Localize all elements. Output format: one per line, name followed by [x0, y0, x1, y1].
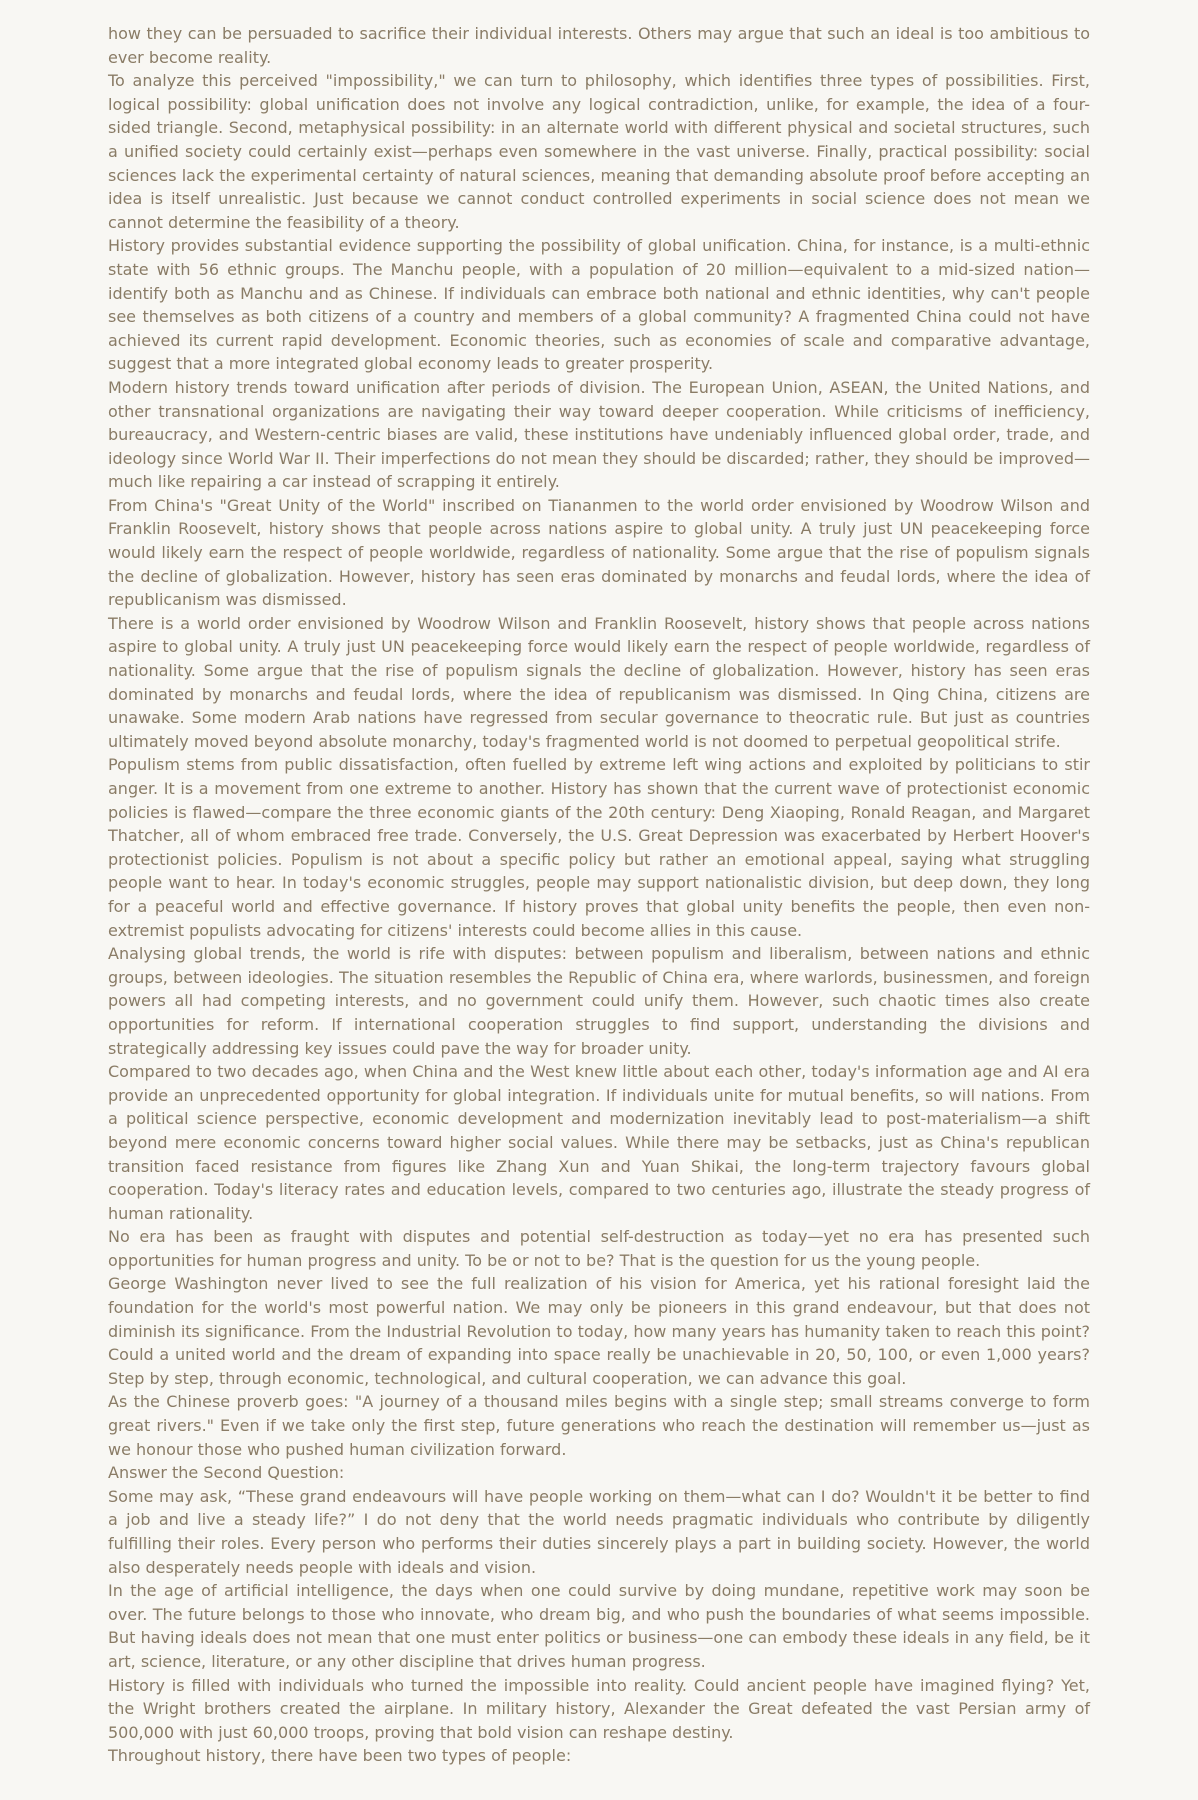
- section-heading: Answer the Second Question:: [108, 1463, 345, 1483]
- paragraph: There is a world order envisioned by Woodrow Wilson and Franklin Roosevelt, history shows that people across nations aspire to global unity. A truly just UN peacekeeping force would likely earn the respect of people worldwide, regardless of nationality. Some argue that the rise of populism signals the decline of globalization. However, history has seen eras dominated by monarchs and feudal lords, where the idea of republicanism was dismissed. In Qing China, citizens are unawake. Some modern Arab nations have regressed from secular governance to theocratic rule. But just as countries ultimately moved beyond absolute monarchy, today's fragmented world is not doomed to perpetual geopolitical strife.: [108, 613, 1090, 751]
- paragraph: how they can be persuaded to sacrifice their individual interests. Others may argue that such an ideal is too ambitious to ever become reality.: [108, 24, 1090, 67]
- document-body: [108, 22, 1090, 1768]
- paragraph: History is filled with individuals who turned the impossible into reality. Could ancient people have imagined flying? Yet, the Wright brothers created the airplane. In military history, Alexander the Great defeated the vast Persian army of 500,000 with just 60,000 troops, proving that bold vision can reshape destiny.: [108, 1675, 1090, 1742]
- paragraph: Modern history trends toward unification after periods of division. The European Union, ASEAN, the United Nations, and other transnational organizations are navigating their way toward deeper cooperation. While criticisms of inefficiency, bureaucracy, and Western-centric biases are valid, these institutions have undeniably influenced global order, trade, and ideology since World War II. Their imperfections do not mean they should be discarded; rather, they should be improved—much like repairing a car instead of scrapping it entirely.: [108, 377, 1090, 492]
- paragraph: From China's "Great Unity of the World" inscribed on Tiananmen to the world order envisioned by Woodrow Wilson and Franklin Roosevelt, history shows that people across nations aspire to global unity. A truly just UN peacekeeping force would likely earn the respect of people worldwide, regardless of nationality. Some argue that the rise of populism signals the decline of globalization. However, history has seen eras dominated by monarchs and feudal lords, where the idea of republicanism was dismissed.: [108, 495, 1090, 610]
- paragraph: In the age of artificial intelligence, the days when one could survive by doing mundane, repetitive work may soon be over. The future belongs to those who innovate, who dream big, and who push the boundaries of what seems impossible. But having ideals does not mean that one must enter politics or business—one can embody these ideals in any field, be it art, science, literature, or any other discipline that drives human progress.: [108, 1581, 1090, 1671]
- paragraph: No era has been as fraught with disputes and potential self-destruction as today—yet no era has presented such opportunities for human progress and unity. To be or not to be? That is the question for us the young people.: [108, 1227, 1090, 1270]
- paragraph: George Washington never lived to see the full realization of his vision for America, yet his rational foresight laid the foundation for the world's most powerful nation. We may only be pioneers in this grand endeavour, but that does not diminish its significance. From the Industrial Revolution to today, how many years has humanity taken to reach this point? Could a united world and the dream of expanding into space really be unachievable in 20, 50, 100, or even 1,000 years? Step by step, through economic, technological, and cultural cooperation, we can advance this goal.: [108, 1274, 1090, 1388]
- paragraph: Analysing global trends, the world is rife with disputes: between populism and liberalism, between nations and ethnic groups, between ideologies. The situation resembles the Republic of China era, where warlords, businessmen, and foreign powers all had competing interests, and no government could unify them. However, such chaotic times also create opportunities for reform. If international cooperation struggles to find support, understanding the divisions and strategically addressing key issues could pave the way for broader unity.: [108, 944, 1090, 1058]
- paragraph: History provides substantial evidence supporting the possibility of global unification. China, for instance, is a multi-ethnic state with 56 ethnic groups. The Manchu people, with a population of 20 million—equivalent to a mid-sized nation—identify both as Manchu and as Chinese. If individuals can embrace both national and ethnic identities, why can't people see themselves as both citizens of a country and members of a global community? A fragmented China could not have achieved its current rapid development. Economic theories, such as economies of scale and comparative advantage, suggest that a more integrated global economy leads to greater prosperity.: [108, 236, 1090, 374]
- paragraph: Compared to two decades ago, when China and the West knew little about each other, today's information age and AI era provide an unprecedented opportunity for global integration. If individuals unite for mutual benefits, so will nations. From a political science perspective, economic development and modernization inevitably lead to post-materialism—a shift beyond mere economic concerns toward higher social values. While there may be setbacks, just as China's republican transition faced resistance from figures like Zhang Xun and Yuan Shikai, the long-term trajectory favours global cooperation. Today's literacy rates and education levels, compared to two centuries ago, illustrate the steady progress of human rationality.: [108, 1062, 1090, 1223]
- paragraph: Populism stems from public dissatisfaction, often fuelled by extreme left wing actions and exploited by politicians to stir anger. It is a movement from one extreme to another. History has shown that the current wave of protectionist economic policies is flawed—compare the three economic giants of the 20th century: Deng Xiaoping, Ronald Reagan, and Margaret Thatcher, all of whom embraced free trade. Conversely, the U.S. Great Depression was exacerbated by Herbert Hoover's protectionist policies. Populism is not about a specific policy but rather an emotional appeal, saying what struggling people want to hear. In today's economic struggles, people may support nationalistic division, but deep down, they long for a peaceful world and effective governance. If history proves that global unity benefits the people, then even non-extremist populists advocating for citizens' interests could become allies in this cause.: [108, 755, 1090, 940]
- paragraph: As the Chinese proverb goes: "A journey of a thousand miles begins with a single step; small streams converge to form great rivers." Even if we take only the first step, future generations who reach the destination will remember us—just as we honour those who pushed human civilization forward.: [108, 1392, 1090, 1459]
- paragraph: To analyze this perceived "impossibility," we can turn to philosophy, which identifies three types of possibilities. First, logical possibility: global unification does not involve any logical contradiction, unlike, for example, the idea of a four-sided triangle. Second, metaphysical possibility: in an alternate world with different physical and societal structures, such a unified society could certainly exist—perhaps even somewhere in the vast universe. Finally, practical possibility: social sciences lack the experimental certainty of natural sciences, meaning that demanding absolute proof before accepting an idea is itself unrealistic. Just because we cannot conduct controlled experiments in social science does not mean we cannot determine the feasibility of a theory.: [108, 71, 1090, 232]
- paragraph: Throughout history, there have been two types of people:: [108, 1746, 572, 1766]
- paragraph: Some may ask, “These grand endeavours will have people working on them—what can I do? Wouldn't it be better to find a job and live a steady life?” I do not deny that the world needs pragmatic individuals who contribute by diligently fulfilling their roles. Every person who performs their duties sincerely plays a part in building society. However, the world also desperately needs people with ideals and vision.: [108, 1486, 1090, 1577]
